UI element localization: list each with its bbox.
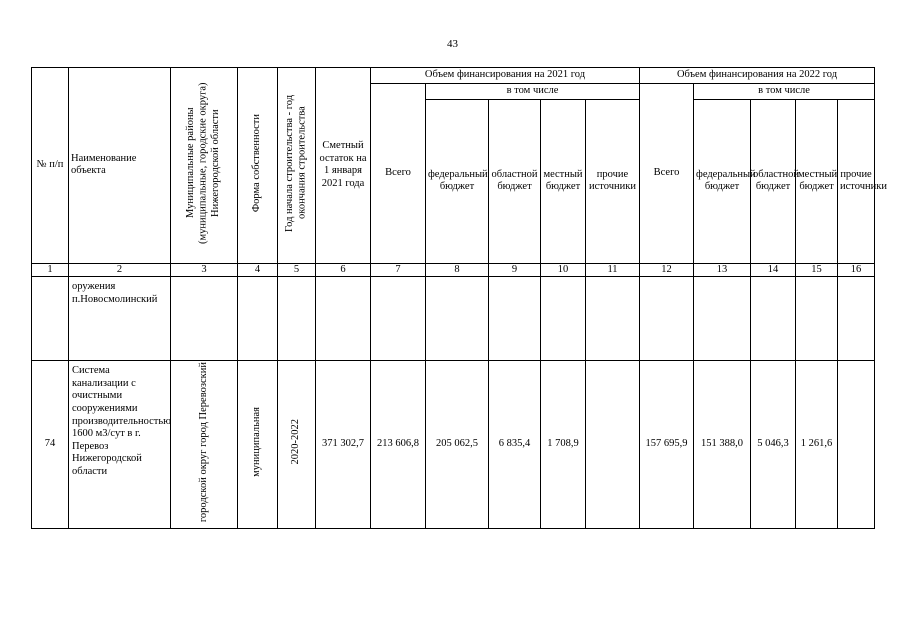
column-number: 12 [640,263,694,277]
header-2022-federal: федеральный бюджет [694,99,751,263]
row-2022-other [838,361,875,529]
column-number: 2 [69,263,171,277]
column-number-row [32,263,875,277]
row-num [32,277,69,361]
column-number: 5 [278,263,316,277]
header-name: Наименование объекта [69,68,171,264]
row-2021-other [586,277,640,361]
row-remaining: 371 302,7 [316,361,371,529]
row-2022-total: 157 695,9 [640,361,694,529]
header-num: № п/п [32,68,69,264]
header-remaining: Сметный остаток на 1 января 2021 года [316,68,371,264]
column-number: 13 [694,263,751,277]
row-2021-total: 213 606,8 [371,361,426,529]
row-2021-other [586,361,640,529]
row-2021-federal: 205 062,5 [426,361,489,529]
row-district [171,277,238,361]
row-2022-regional [751,277,796,361]
row-2021-regional: 6 835,4 [489,361,541,529]
header-years [278,68,316,264]
header-fin-2022: Объем финансирования на 2022 год [640,68,875,84]
row-2022-regional: 5 046,3 [751,361,796,529]
header-2022-including: в том числе [694,84,875,100]
header-years-text: Год начала строительства - год окончания строительства [283,94,308,232]
header-2021-local: местный бюджет [541,99,586,263]
row-2022-federal [694,277,751,361]
row-ownership-text: муниципальная [251,407,263,478]
row-years-text: 2020-2022 [290,419,302,465]
row-2022-total [640,277,694,361]
row-2022-local: 1 261,6 [796,361,838,529]
financing-table [31,67,887,529]
column-number: 10 [541,263,586,277]
header-district [171,68,238,264]
row-ownership [238,361,278,529]
row-name: Система канализации с очистными сооружениями производительностью 1600 м3/сут в г. Перевоз Нижегородской области [69,361,171,529]
row-remaining [316,277,371,361]
header-ownership-text: Форма собственности [251,113,263,213]
header-2021-total: Всего [371,84,426,264]
row-name: оружения п.Новосмолинский [69,277,171,361]
page-number: 43 [447,38,458,50]
row-2021-total [371,277,426,361]
header-2021-federal: федеральный бюджет [426,99,489,263]
row-2021-local [541,277,586,361]
header-2021-other: прочие источники [586,99,640,263]
table-row [32,277,875,361]
header-ownership [238,68,278,264]
row-2021-regional [489,277,541,361]
row-years [278,277,316,361]
column-number: 9 [489,263,541,277]
row-2021-local: 1 708,9 [541,361,586,529]
row-2022-local [796,277,838,361]
column-number: 1 [32,263,69,277]
column-number: 15 [796,263,838,277]
header-district-text: Муниципальные районы (муниципальные, городские округа) Нижегородской области [185,82,222,244]
column-number: 14 [751,263,796,277]
row-num: 74 [32,361,69,529]
column-number: 7 [371,263,426,277]
column-number: 16 [838,263,875,277]
row-years [278,361,316,529]
header-2022-regional: областной бюджет [751,99,796,263]
column-number: 8 [426,263,489,277]
row-district-text: городской округ город Перевозский [197,362,209,523]
column-number: 4 [238,263,278,277]
header-2021-including: в том числе [426,84,640,100]
row-ownership [238,277,278,361]
column-number: 3 [171,263,238,277]
header-2022-local: местный бюджет [796,99,838,263]
row-2022-other [838,277,875,361]
table-row [32,361,875,529]
column-number: 6 [316,263,371,277]
row-2022-federal: 151 388,0 [694,361,751,529]
row-district [171,361,238,529]
header-2022-other: прочие источники [838,99,875,263]
header-fin-2021: Объем финансирования на 2021 год [371,68,640,84]
header-2022-total: Всего [640,84,694,264]
header-2021-regional: областной бюджет [489,99,541,263]
row-2021-federal [426,277,489,361]
column-number: 11 [586,263,640,277]
